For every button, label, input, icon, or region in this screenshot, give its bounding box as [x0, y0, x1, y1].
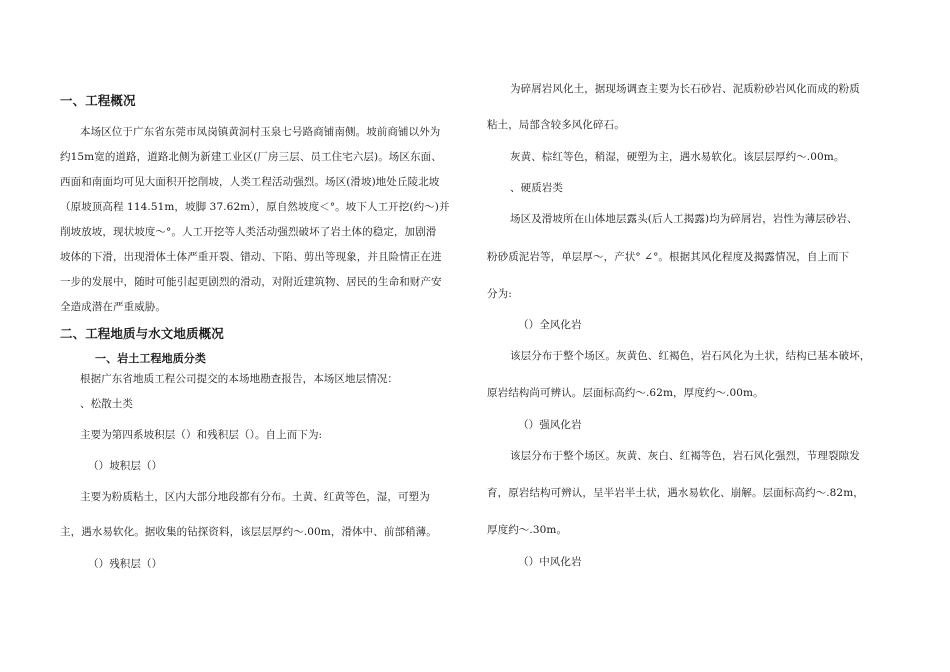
paragraph-line: 约15m宽的道路，道路北侧为新建工业区(厂房三层、员工住宅六层)。场区东面、	[60, 151, 442, 163]
paragraph-line: 主要为第四系坡积层（）和残积层（）。自上而下为:	[80, 429, 323, 441]
paragraph-line: 育，原岩结构可辨认，呈半岩半土状，遇水易软化、崩解。层面标高约～.82m，	[487, 487, 864, 499]
category-label: 、松散土类	[80, 398, 133, 410]
section-heading-geology: 二、工程地质与水文地质概况	[60, 326, 224, 341]
paragraph-line: 厚度约～.30m。	[487, 524, 568, 536]
paragraph-line: （原坡顶高程 114.51m，坡脚 37.62m），原自然坡度＜°。坡下人工开挖(约～)并	[60, 201, 450, 213]
paragraph-line: 坡体的下滑，出现滑体土体严重开裂、错动、下陷、剪出等现象，并且险情正在进	[60, 251, 442, 263]
paragraph-line: 分为:	[487, 288, 512, 300]
paragraph-line: 本场区位于广东省东莞市凤岗镇黄洞村玉泉七号路商铺南侧。坡前商铺以外为	[80, 126, 441, 138]
paragraph-line: 主，遇水易软化。据收集的钻探资料，该层层厚约～.00m，滑体中、前部稍薄。	[60, 526, 437, 538]
layer-label: （）全风化岩	[518, 319, 582, 331]
paragraph-line: 削坡放坡，现状坡度～°。人工开挖等人类活动强烈破坏了岩土体的稳定，加剧滑	[60, 226, 437, 238]
paragraph-line: 全造成潜在严重威胁。	[60, 301, 166, 313]
paragraph-line: 该层分布于整个场区。灰黄色、红褐色，岩石风化为土状，结构已基本破坏，	[510, 350, 871, 362]
paragraph-line: 原岩结构尚可辨认。层面标高约～.62m，厚度约～.00m。	[487, 387, 764, 399]
paragraph-line: 粘土，局部含较多风化碎石。	[487, 119, 625, 131]
paragraph-line: 粉砂质泥岩等，单层厚～，产状° ∠°。根据其风化程度及揭露情况，自上而下	[487, 251, 850, 263]
layer-label: （）坡积层（）	[88, 460, 163, 472]
paragraph-line: 场区及滑坡所在山体地层露头(后人工揭露)均为碎屑岩，岩性为薄层砂岩、	[510, 213, 858, 225]
layer-label: （）强风化岩	[518, 419, 582, 431]
category-label: 、硬质岩类	[510, 182, 563, 194]
paragraph-line: 一步的发展中，随时可能引起更剧烈的滑动，对附近建筑物、居民的生命和财产安	[60, 276, 442, 288]
layer-label: （）残积层（）	[88, 558, 163, 570]
subsection-heading: 一、岩土工程地质分类	[95, 352, 206, 365]
paragraph-line: 该层分布于整个场区。灰黄、灰白、红褐等色，岩石风化强烈，节理裂隙发	[510, 450, 860, 462]
paragraph-line: 西面和南面均可见大面积开挖削坡，人类工程活动强烈。场区(滑坡)地处丘陵北坡	[60, 176, 440, 188]
paragraph-line: 主要为粉质粘土，区内大部分地段都有分布。土黄、红黄等色，湿，可塑为	[80, 491, 430, 503]
paragraph-line: 灰黄、棕红等色，稍湿，硬塑为主，遇水易软化。该层层厚约～.00m。	[510, 151, 845, 163]
layer-label: （）中风化岩	[518, 556, 582, 568]
paragraph-line: 为碎屑岩风化土，据现场调查主要为长石砂岩、泥质粉砂岩风化而成的粉质	[510, 83, 860, 95]
section-heading-overview: 一、工程概况	[60, 93, 136, 108]
paragraph-line: 根据广东省地质工程公司提交的本场地勘查报告，本场区地层情况：	[80, 373, 398, 385]
